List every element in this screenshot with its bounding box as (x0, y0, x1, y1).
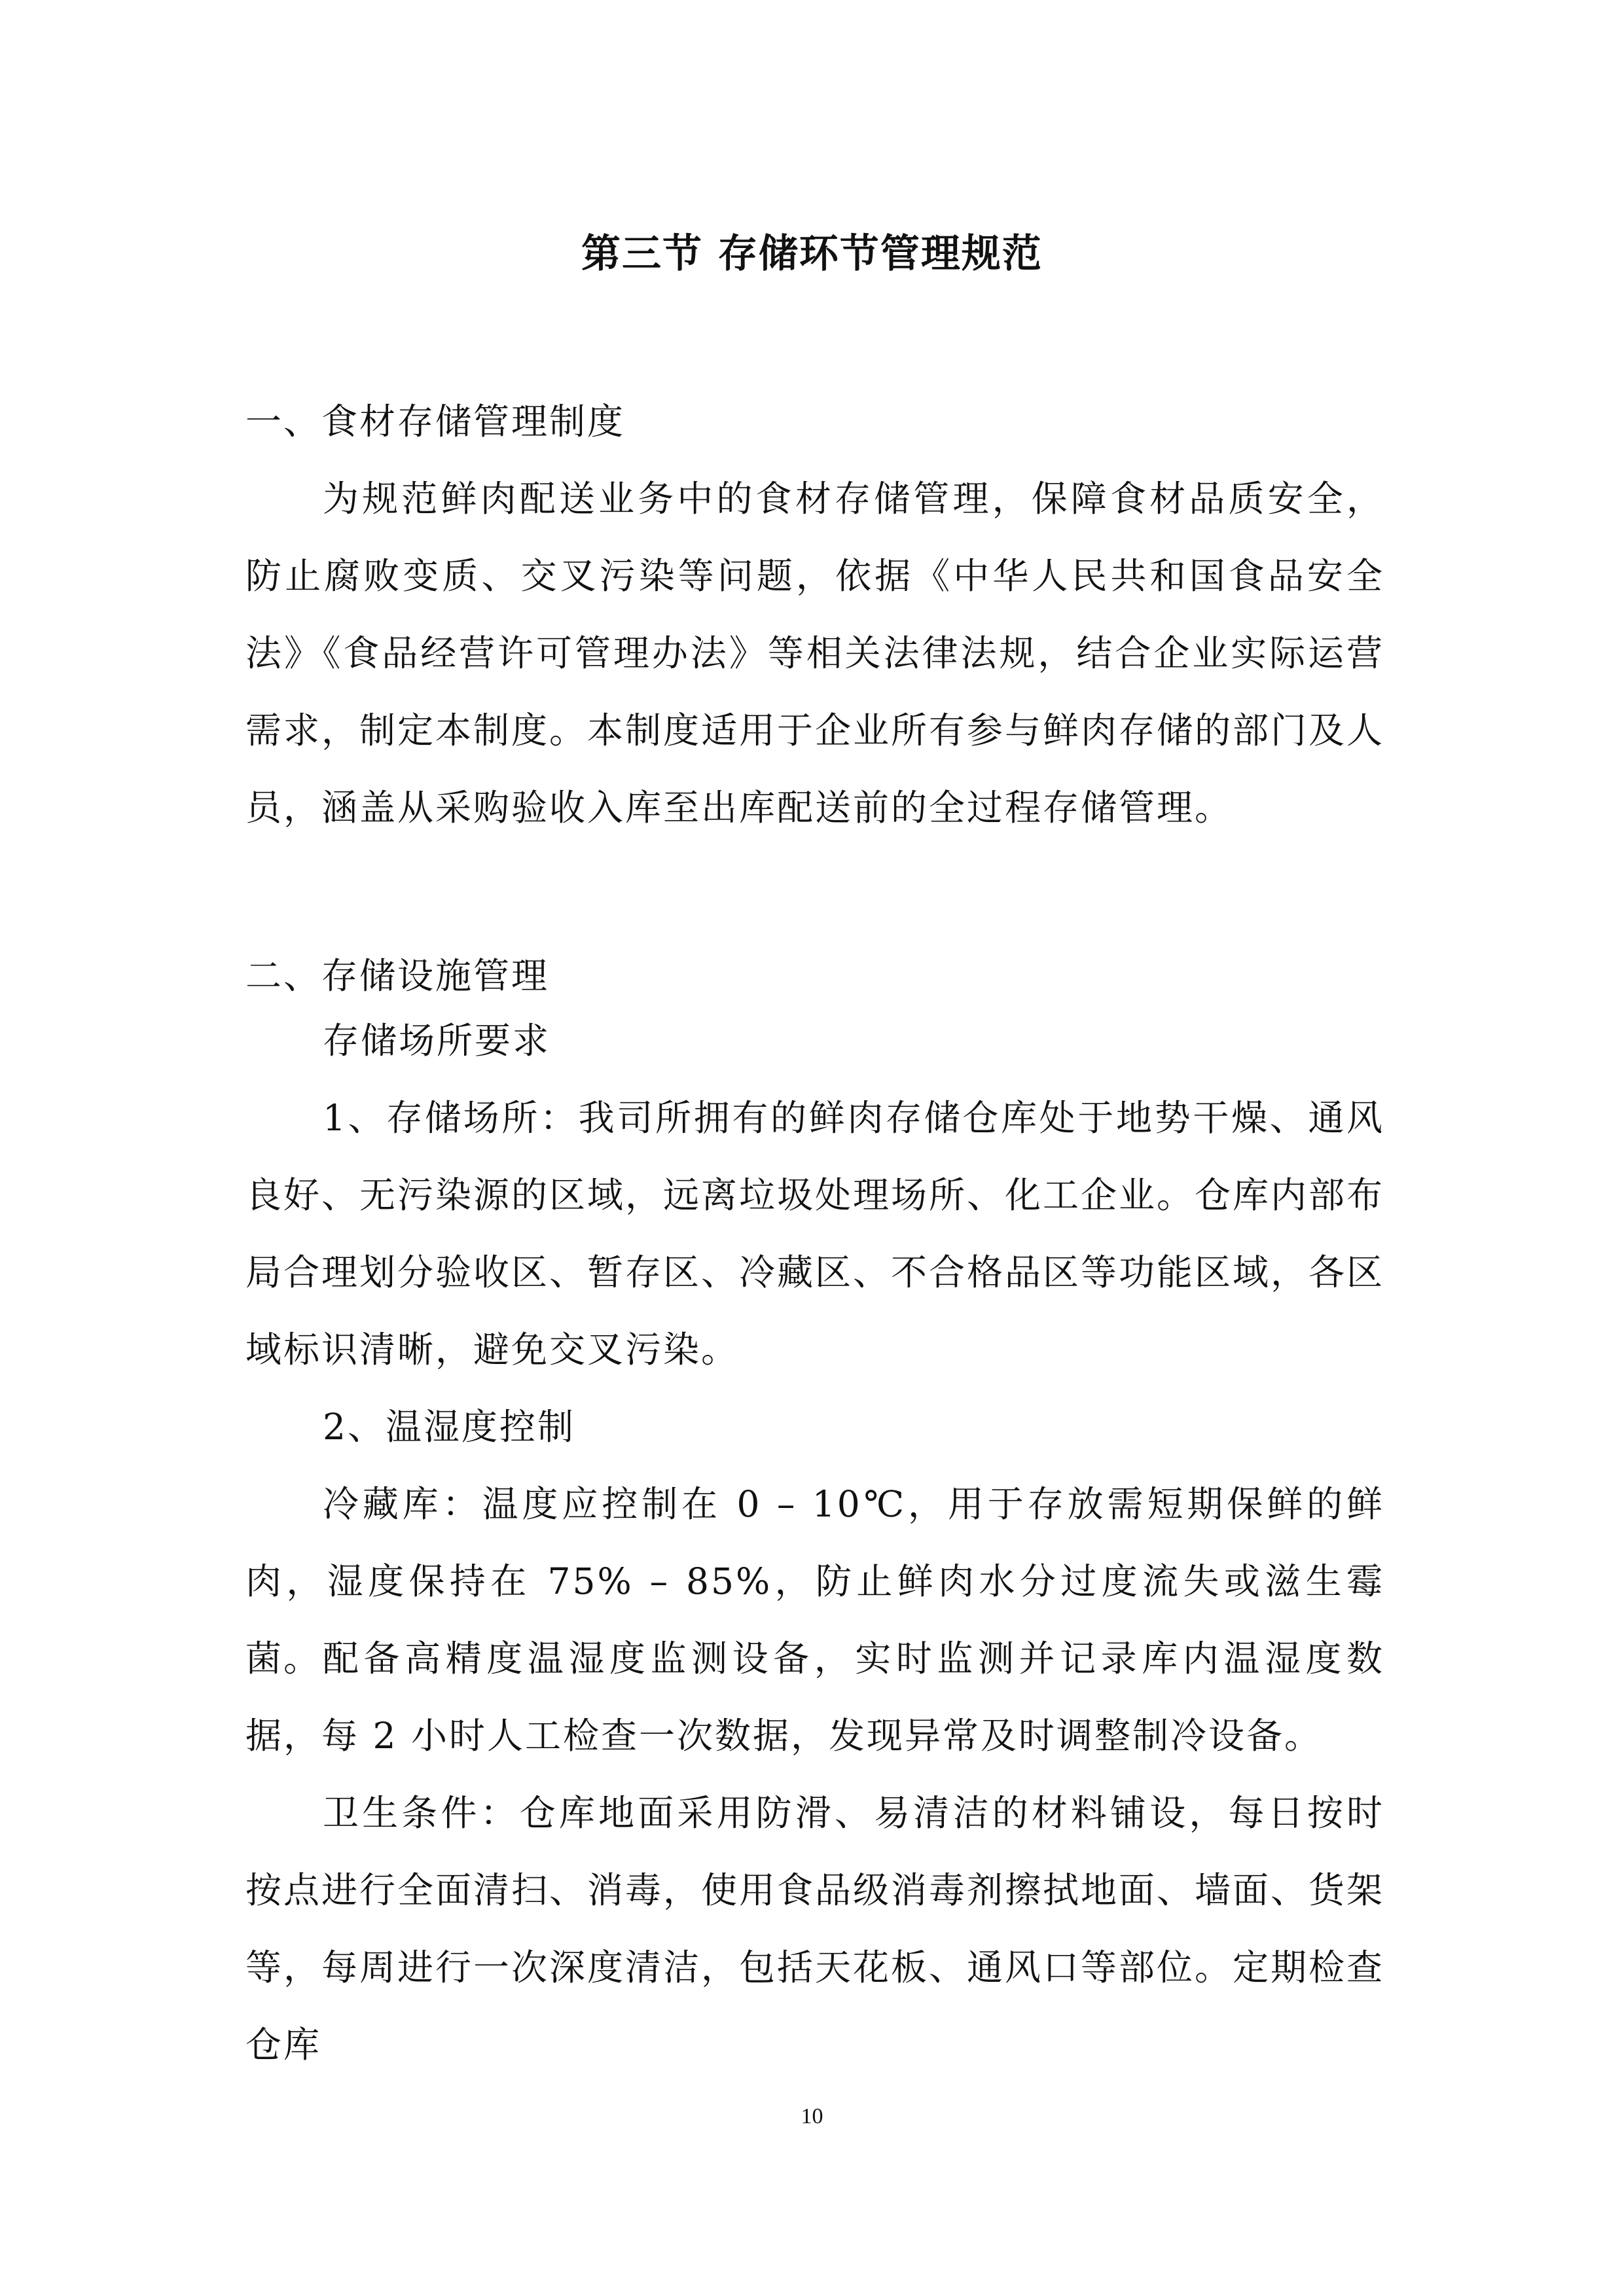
page-number: 10 (801, 2104, 823, 2128)
item-2-heading: 2、温湿度控制 (323, 1406, 575, 1448)
section-1-paragraph: 为规范鲜肉配送业务中的食材存储管理，保障食材品质安全，防止腐败变质、交叉污染等问题，依据《中华人民共和国食品安全法》《食品经营许可管理办法》等相关法律法规，结合企业实际运营需求，制定本制度。本制度适用于企业所有参与鲜肉存储的部门及人员，涵盖从采购验收入库至出库配送前的全过程存储管理。 (245, 478, 1385, 829)
hygiene-paragraph: 卫生条件：仓库地面采用防滑、易清洁的材料铺设，每日按时按点进行全面清扫、消毒，使用食品级消毒剂擦拭地面、墙面、货架等，每周进行一次深度清洁，包括天花板、通风口等部位。定期检查仓库 (245, 1792, 1385, 2066)
section-heading-1: 一、食材存储管理制度 (245, 401, 626, 442)
monitoring-paragraph: 配备高精度温湿度监测设备，实时监测并记录库内温湿度数据，每 2 小时人工检查一次数据，发现异常及时调整制冷设备。 (245, 1638, 1384, 1757)
item-1-storage-site: 1、存储场所：我司所拥有的鲜肉存储仓库处于地势干燥、通风良好、无污染源的区域，远离垃圾处理场所、化工企业。仓库内部布局合理划分验收区、暂存区、冷藏区、不合格品区等功能区域，各区域标识清晰，避免交叉污染。 (245, 1097, 1385, 1371)
subheading-storage-requirements: 存储场所要求 (323, 1020, 551, 1062)
cold-storage-paragraph: 冷藏库：温度应控制在 0 – 10℃，用于存放需短期保鲜的鲜肉，湿度保持在 75% – 85%，防止鲜肉水分过度流失或滋生霉菌。 (245, 1483, 1384, 1679)
section-heading-2: 二、存储设施管理 (245, 955, 550, 997)
page-title: 第三节 存储环节管理规范 (581, 231, 1043, 277)
